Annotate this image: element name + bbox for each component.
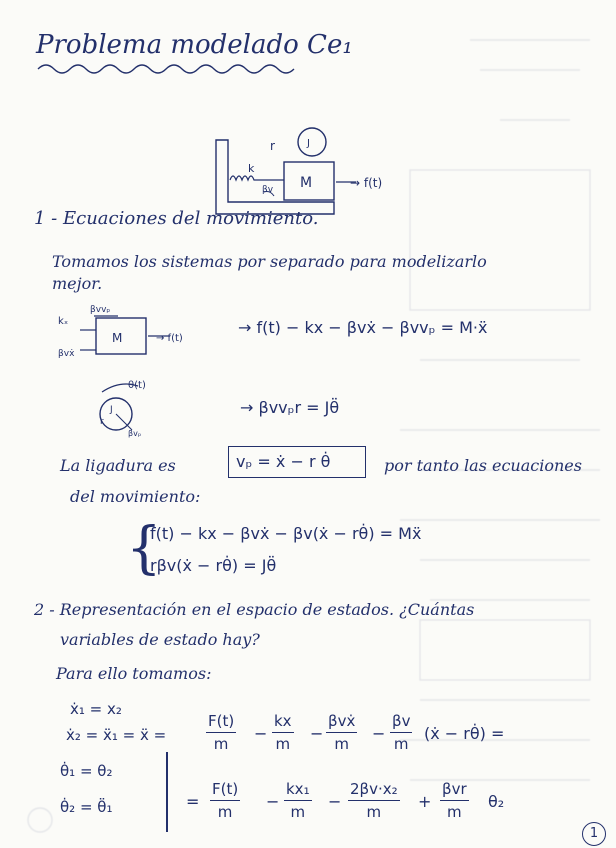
constraint-equation: vₚ = ẋ − r θ̇ bbox=[236, 452, 331, 471]
fbd-force-label: → f(t) bbox=[156, 333, 183, 344]
fraction: βvr m bbox=[442, 780, 467, 821]
force-label: → f(t) bbox=[350, 176, 383, 190]
fbd-k-label: kₓ bbox=[58, 316, 69, 327]
row1-tail: (ẋ − rθ̇) = bbox=[424, 724, 505, 743]
para-ello-text: Para ello tomamos: bbox=[56, 664, 212, 683]
derivation-divider bbox=[166, 752, 168, 832]
fraction: kx m bbox=[274, 712, 292, 753]
pulley-vp-label: βvₚ bbox=[128, 429, 142, 438]
system-equation-2: rβv(ẋ − rθ̇) = Jθ̈ bbox=[150, 556, 277, 575]
ligadura-line2: del movimiento: bbox=[70, 487, 201, 506]
operator: − bbox=[254, 724, 268, 743]
mass-free-body-diagram bbox=[56, 300, 236, 364]
radius-r-label: r bbox=[270, 139, 275, 153]
operator: − bbox=[372, 724, 386, 743]
operator: = bbox=[186, 792, 200, 811]
operator: − bbox=[328, 792, 342, 811]
pulley-J-label: J bbox=[110, 405, 113, 415]
fraction: F(t) m bbox=[212, 780, 239, 821]
mass-equation: → f(t) − kx − βvẋ − βvvₚ = M·ẍ bbox=[238, 318, 488, 337]
fraction: βvẋ m bbox=[328, 712, 356, 753]
operator: − bbox=[310, 724, 324, 743]
fraction: βv m bbox=[392, 712, 411, 753]
state-equation-4: θ̇₂ = θ̈₁ bbox=[60, 798, 113, 816]
theta-label: θ(t) bbox=[128, 380, 146, 391]
ligadura-prefix: La ligadura es bbox=[60, 456, 176, 475]
pulley-free-body-diagram bbox=[92, 374, 202, 446]
section1-heading: 1 - Ecuaciones del movimiento. bbox=[34, 208, 319, 229]
system-brace: { bbox=[126, 516, 162, 581]
mechanical-system-diagram bbox=[200, 120, 420, 220]
fbd-mass-label: M bbox=[112, 331, 123, 345]
damping-label: βv bbox=[262, 185, 274, 195]
rotation-equation: → βvvₚr = Jθ̈ bbox=[240, 398, 340, 417]
page-number: 1 bbox=[582, 822, 606, 846]
section1-text-line1: Tomamos los sistemas por separado para modelizarlo bbox=[52, 252, 487, 271]
title-underline-wave bbox=[36, 62, 296, 76]
ligadura-suffix: por tanto las ecuaciones bbox=[384, 456, 582, 475]
operator: + bbox=[418, 792, 432, 811]
state-equation-3: θ̇₁ = θ₂ bbox=[60, 762, 113, 780]
system-equation-1: f(t) − kx − βvẋ − βv(ẋ − rθ̇) = Mẍ bbox=[150, 524, 422, 543]
fbd-top-label: βvvₚ bbox=[90, 305, 111, 315]
section1-text-line2: mejor. bbox=[52, 274, 103, 293]
row2-tail: θ₂ bbox=[488, 792, 505, 811]
fraction: 2βv·x₂ m bbox=[350, 780, 398, 821]
fraction: kx₁ m bbox=[286, 780, 310, 821]
mass-M-label: M bbox=[300, 175, 313, 191]
section2-line2: variables de estado hay? bbox=[60, 630, 260, 649]
inertia-J-label: J bbox=[307, 138, 310, 149]
state-equation-1: ẋ₁ = x₂ bbox=[70, 700, 122, 718]
fbd-bottom-label: βvẋ bbox=[58, 349, 75, 359]
page-title: Problema modelado Ce₁ bbox=[36, 30, 353, 60]
section2-heading: 2 - Representación en el espacio de estados. ¿Cuántas bbox=[34, 600, 475, 619]
state-equation-2-prefix: ẋ₂ = ẍ₁ = ẍ = bbox=[66, 726, 167, 744]
spring-k-label: k bbox=[248, 162, 255, 175]
fraction: F(t) m bbox=[208, 712, 235, 753]
pulley-r-label: r bbox=[100, 417, 104, 427]
operator: − bbox=[266, 792, 280, 811]
